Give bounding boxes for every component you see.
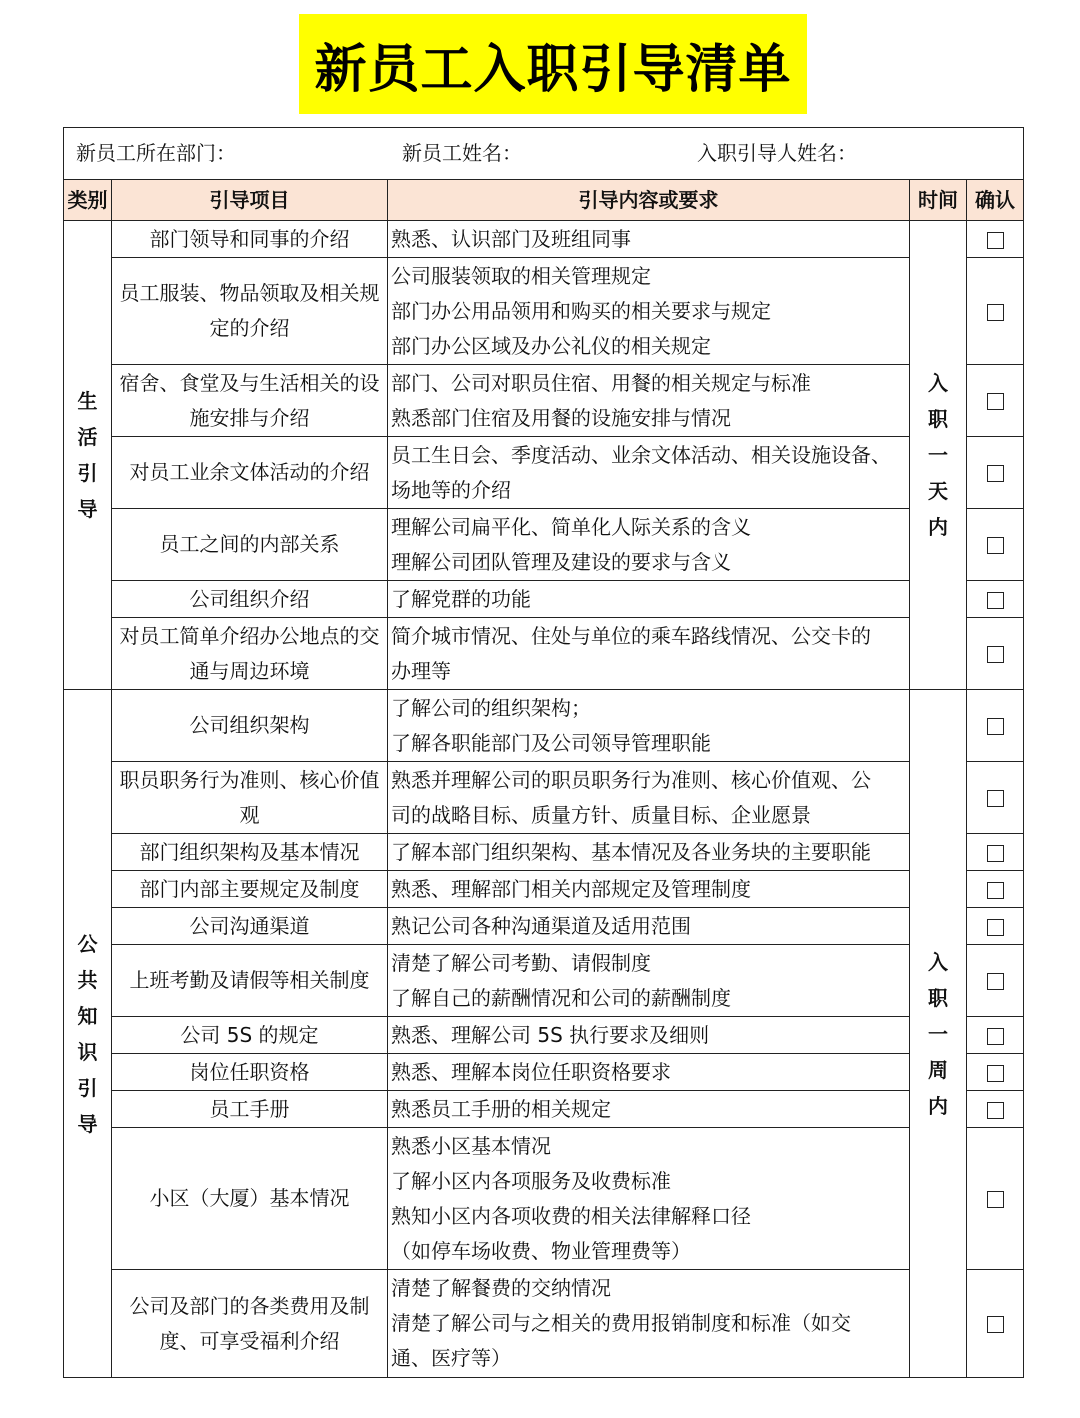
guide-name-label: 入职引导人姓名： <box>697 141 857 165</box>
category-label: 公共知识引导 <box>77 931 98 1136</box>
confirm-checkbox[interactable] <box>987 845 1004 862</box>
content-line: 理解公司团队管理及建设的要求与含义 <box>391 549 731 574</box>
confirm-checkbox[interactable] <box>987 393 1004 410</box>
table-row <box>64 509 1024 581</box>
guide-item: 上班考勤及请假等相关制度 <box>112 945 388 1017</box>
header-item: 引导项目 <box>112 180 388 221</box>
confirm-checkbox[interactable] <box>987 718 1004 735</box>
content-line: 清楚了解餐费的交纳情况 <box>391 1276 611 1300</box>
content-line: 熟知小区内各项收费的相关法律解释口径 <box>391 1203 751 1228</box>
content-line: 了解自己的薪酬情况和公司的薪酬制度 <box>391 985 731 1010</box>
content-line: 了解党群的功能 <box>391 586 531 611</box>
content-line: 熟悉、理解部门相关内部规定及管理制度 <box>391 876 751 901</box>
guide-item: 公司及部门的各类费用及制度、可享受福利介绍 <box>112 1270 388 1378</box>
content-line: 了解本部门组织架构、基本情况及各业务块的主要职能 <box>391 839 871 864</box>
confirm-checkbox[interactable] <box>987 919 1004 936</box>
content-line: 熟悉并理解公司的职员职务行为准则、核心价值观、公 <box>391 767 871 792</box>
content-line: 熟记公司各种沟通渠道及适用范围 <box>391 913 691 938</box>
guide-item: 岗位任职资格 <box>112 1054 388 1091</box>
confirm-cell <box>967 1017 1024 1054</box>
guide-content <box>388 509 910 581</box>
table-row <box>64 258 1024 365</box>
time-cell <box>910 221 967 690</box>
guide-item: 小区（大厦）基本情况 <box>112 1128 388 1270</box>
content-line: 熟悉、认识部门及班组同事 <box>391 226 631 251</box>
confirm-checkbox[interactable] <box>987 790 1004 807</box>
confirm-checkbox[interactable] <box>987 537 1004 554</box>
confirm-cell <box>967 690 1024 762</box>
content-line: 清楚了解公司考勤、请假制度 <box>391 950 651 975</box>
confirm-cell <box>967 945 1024 1017</box>
confirm-cell <box>967 834 1024 871</box>
employee-name-label: 新员工姓名： <box>402 141 522 165</box>
guide-item: 员工手册 <box>112 1091 388 1128</box>
content-line: 办理等 <box>391 658 451 683</box>
content-line: 清楚了解公司与之相关的费用报销制度和标准（如交 <box>391 1311 851 1335</box>
header-confirm: 确认 <box>967 180 1024 221</box>
table-row <box>64 762 1024 834</box>
guide-item: 对员工简单介绍办公地点的交通与周边环境 <box>112 618 388 690</box>
header-category: 类别 <box>64 180 112 221</box>
time-label: 入职一天内 <box>928 371 948 539</box>
guide-content <box>388 365 910 437</box>
table-row <box>64 945 1024 1017</box>
confirm-cell <box>967 871 1024 908</box>
confirm-checkbox[interactable] <box>987 465 1004 482</box>
content-line: 部门办公区域及办公礼仪的相关规定 <box>391 333 711 358</box>
table-row <box>64 221 1024 258</box>
table-row <box>64 618 1024 690</box>
content-line: 了解小区内各项服务及收费标准 <box>391 1168 671 1193</box>
guide-item: 公司组织架构 <box>112 690 388 762</box>
page-title: 新员工入职引导清单 <box>314 39 792 100</box>
confirm-cell <box>967 1128 1024 1270</box>
confirm-checkbox[interactable] <box>987 232 1004 249</box>
confirm-checkbox[interactable] <box>987 882 1004 899</box>
content-line: 部门办公用品领用和购买的相关要求与规定 <box>391 298 771 323</box>
guide-content <box>388 437 910 509</box>
department-label: 新员工所在部门： <box>76 141 236 165</box>
confirm-cell <box>967 365 1024 437</box>
guide-content <box>388 221 910 258</box>
table-row <box>64 581 1024 618</box>
content-line: 熟悉部门住宿及用餐的设施安排与情况 <box>391 405 731 430</box>
content-line: 员工生日会、季度活动、业余文体活动、相关设施设备、 <box>391 442 891 467</box>
content-line: 了解各职能部门及公司领导管理职能 <box>391 730 711 755</box>
confirm-cell <box>967 221 1024 258</box>
content-line: 熟悉、理解本岗位任职资格要求 <box>391 1059 671 1084</box>
category-cell <box>64 221 112 690</box>
confirm-checkbox[interactable] <box>987 1316 1004 1333</box>
confirm-cell <box>967 762 1024 834</box>
confirm-cell <box>967 437 1024 509</box>
content-line: 部门、公司对职员住宿、用餐的相关规定与标准 <box>391 370 811 395</box>
guide-content <box>388 1091 910 1128</box>
guide-content <box>388 258 910 365</box>
table-row <box>64 1128 1024 1270</box>
confirm-checkbox[interactable] <box>987 592 1004 609</box>
content-line: 熟悉、理解公司 5S 执行要求及细则 <box>391 1022 710 1047</box>
guide-item: 员工服装、物品领取及相关规定的介绍 <box>112 258 388 365</box>
confirm-checkbox[interactable] <box>987 1065 1004 1082</box>
guide-item: 职员职务行为准则、核心价值观 <box>112 762 388 834</box>
confirm-cell <box>967 258 1024 365</box>
guide-content <box>388 834 910 871</box>
guide-item: 员工之间的内部关系 <box>112 509 388 581</box>
confirm-checkbox[interactable] <box>987 646 1004 663</box>
info-row <box>64 128 1024 180</box>
confirm-cell <box>967 618 1024 690</box>
guide-content <box>388 908 910 945</box>
content-line: 理解公司扁平化、简单化人际关系的含义 <box>391 514 751 539</box>
category-label: 生活引导 <box>77 389 98 521</box>
confirm-cell <box>967 1091 1024 1128</box>
time-label: 入职一周内 <box>928 949 948 1118</box>
header-content: 引导内容或要求 <box>388 180 910 221</box>
confirm-cell <box>967 509 1024 581</box>
guide-item: 部门内部主要规定及制度 <box>112 871 388 908</box>
table-row <box>64 1017 1024 1054</box>
content-line: 通、医疗等） <box>391 1346 511 1370</box>
confirm-cell <box>967 581 1024 618</box>
table-row <box>64 690 1024 762</box>
content-line: 司的战略目标、质量方针、质量目标、企业愿景 <box>391 802 811 827</box>
confirm-checkbox[interactable] <box>987 304 1004 321</box>
category-cell <box>64 690 112 1378</box>
content-line: 熟悉小区基本情况 <box>391 1133 551 1158</box>
confirm-cell <box>967 1270 1024 1378</box>
table-header <box>64 180 1024 221</box>
table-row <box>64 437 1024 509</box>
confirm-checkbox[interactable] <box>987 1191 1004 1208</box>
header-time: 时间 <box>910 180 967 221</box>
table-row <box>64 871 1024 908</box>
confirm-checkbox[interactable] <box>987 1028 1004 1045</box>
guide-content <box>388 618 910 690</box>
guide-item: 公司 5S 的规定 <box>112 1017 388 1054</box>
table-row <box>64 365 1024 437</box>
confirm-checkbox[interactable] <box>987 1102 1004 1119</box>
guide-content <box>388 1017 910 1054</box>
table-row <box>64 1270 1024 1378</box>
table-row <box>64 1054 1024 1091</box>
confirm-cell <box>967 1054 1024 1091</box>
guide-content <box>388 1270 910 1378</box>
guide-item: 公司沟通渠道 <box>112 908 388 945</box>
content-line: 了解公司的组织架构； <box>391 695 591 720</box>
title-banner <box>299 14 807 114</box>
onboarding-checklist-table <box>63 127 1024 1378</box>
guide-content <box>388 871 910 908</box>
content-line: 熟悉员工手册的相关规定 <box>391 1096 611 1121</box>
guide-item: 公司组织介绍 <box>112 581 388 618</box>
guide-content <box>388 762 910 834</box>
guide-content <box>388 581 910 618</box>
guide-item: 对员工业余文体活动的介绍 <box>112 437 388 509</box>
table-row <box>64 1091 1024 1128</box>
guide-content <box>388 690 910 762</box>
content-line: 公司服装领取的相关管理规定 <box>391 263 651 288</box>
guide-item: 宿舍、食堂及与生活相关的设施安排与介绍 <box>112 365 388 437</box>
confirm-cell <box>967 908 1024 945</box>
content-line: 简介城市情况、住处与单位的乘车路线情况、公交卡的 <box>391 623 871 648</box>
content-line: 场地等的介绍 <box>391 477 511 502</box>
content-line: （如停车场收费、物业管理费等） <box>391 1238 691 1263</box>
guide-content <box>388 1054 910 1091</box>
table-row <box>64 834 1024 871</box>
guide-item: 部门组织架构及基本情况 <box>112 834 388 871</box>
time-cell <box>910 690 967 1378</box>
guide-content <box>388 1128 910 1270</box>
confirm-checkbox[interactable] <box>987 973 1004 990</box>
table-row <box>64 908 1024 945</box>
guide-content <box>388 945 910 1017</box>
guide-item: 部门领导和同事的介绍 <box>112 221 388 258</box>
